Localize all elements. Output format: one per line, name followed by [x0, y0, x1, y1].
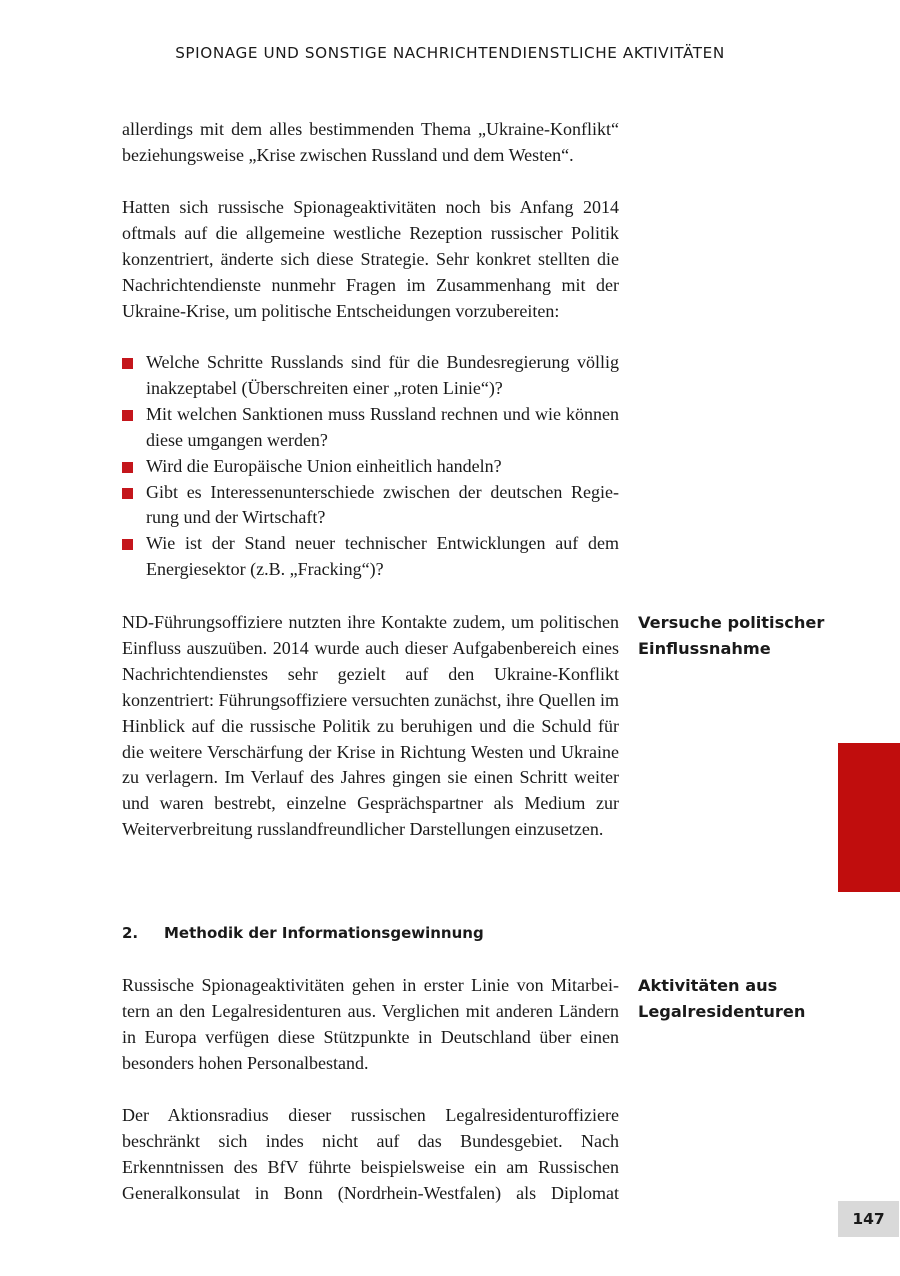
body-paragraph: Russische Spionageaktivitäten gehen in erster Linie von Mitarbeitern an den Legalresidenturen aus. Verglichen mit anderen Ländern in Europa verfügen diese Stützpunkte in Deutschland über einen besonders hohen Personalbestand.: [122, 975, 619, 1073]
list-item: Mit welchen Sanktionen muss Russland rechnen und wie können diese umgangen werden?: [122, 402, 619, 454]
paragraph-influence: [122, 610, 619, 843]
list-item: Welche Schritte Russlands sind für die Bundesregierung völlig inakzeptabel (Überschreiten einer „roten Linie“)?: [122, 350, 619, 402]
margin-note-legal-residencies: Aktivitäten aus Legalresidenturen: [638, 976, 806, 1021]
paragraph-legal-residencies: [122, 973, 619, 1077]
paragraph-action-radius: [122, 1103, 619, 1207]
question-list-container: [122, 350, 619, 583]
section-title: Methodik der Informationsgewinnung: [164, 924, 484, 942]
question-list: [122, 350, 619, 583]
section-heading: [122, 924, 484, 942]
body-paragraph: Der Aktionsradius dieser russischen Legalresidenturoffiziere beschränkt sich indes nicht auf das Bundesgebiet. Nach Erkenntnissen des BfV führte beispielsweise ein am Russischen Generalkonsulat in Bonn (Nordrhein-Westfalen) als Diplomat: [122, 1105, 619, 1203]
list-item: Wie ist der Stand neuer technischer Entwicklungen auf dem Energiesektor (z.B. „Fracking“)?: [122, 531, 619, 583]
list-item: Gibt es Interessenunterschiede zwischen der deutschen Regierung und der Wirtschaft?: [122, 480, 619, 532]
body-paragraph: allerdings mit dem alles bestimmenden Thema „Ukraine-Konflikt“ beziehungsweise „Krise zwischen Russland und dem Westen“.: [122, 119, 619, 165]
body-paragraph: Hatten sich russische Spionageaktivitäten noch bis Anfang 2014 oftmals auf die allgemeine westliche Rezeption russischer Politik konzentriert, änderte sich diese Strategie. Sehr konkret stellten die Nachrichtendienste nunmehr Fragen im Zusammenhang mit der Ukraine-Krise, um politische Entscheidungen vorzubereiten:: [122, 197, 619, 321]
body-paragraph: ND-Führungsoffiziere nutzten ihre Kontakte zudem, um politischen Einfluss auszuüben. 2014 wurde auch dieser Aufgabenbereich eines Nachrichtendienstes sehr gezielt auf den Ukraine-Konflikt konzentriert: Führungsoffiziere versuchten zunächst, ihre Quellen im Hinblick auf die russische Politik zu beruhigen und die Schuld für die weitere Verschärfung der Krise in Richtung Westen und Ukraine zu verlagern. Im Verlauf des Jahres gingen sie einen Schritt weiter und waren bestrebt, einzelne Gesprächspartner als Medium zur Weiterverbreitung russlandfreundlicher Darstellungen einzusetzen.: [122, 612, 620, 840]
section-number: 2.: [122, 924, 139, 942]
page-number: 147: [838, 1201, 899, 1237]
chapter-tab-marker: [838, 743, 900, 892]
paragraph-intro-questions: [122, 195, 619, 325]
list-item: Wird die Europäische Union einheitlich handeln?: [122, 454, 619, 480]
running-header: SPIONAGE UND SONSTIGE NACHRICHTENDIENSTLICHE AKTIVITÄTEN: [175, 44, 725, 62]
paragraph-continuation: [122, 117, 619, 169]
margin-note-influence: Versuche politischer Einflussnahme: [638, 613, 825, 658]
